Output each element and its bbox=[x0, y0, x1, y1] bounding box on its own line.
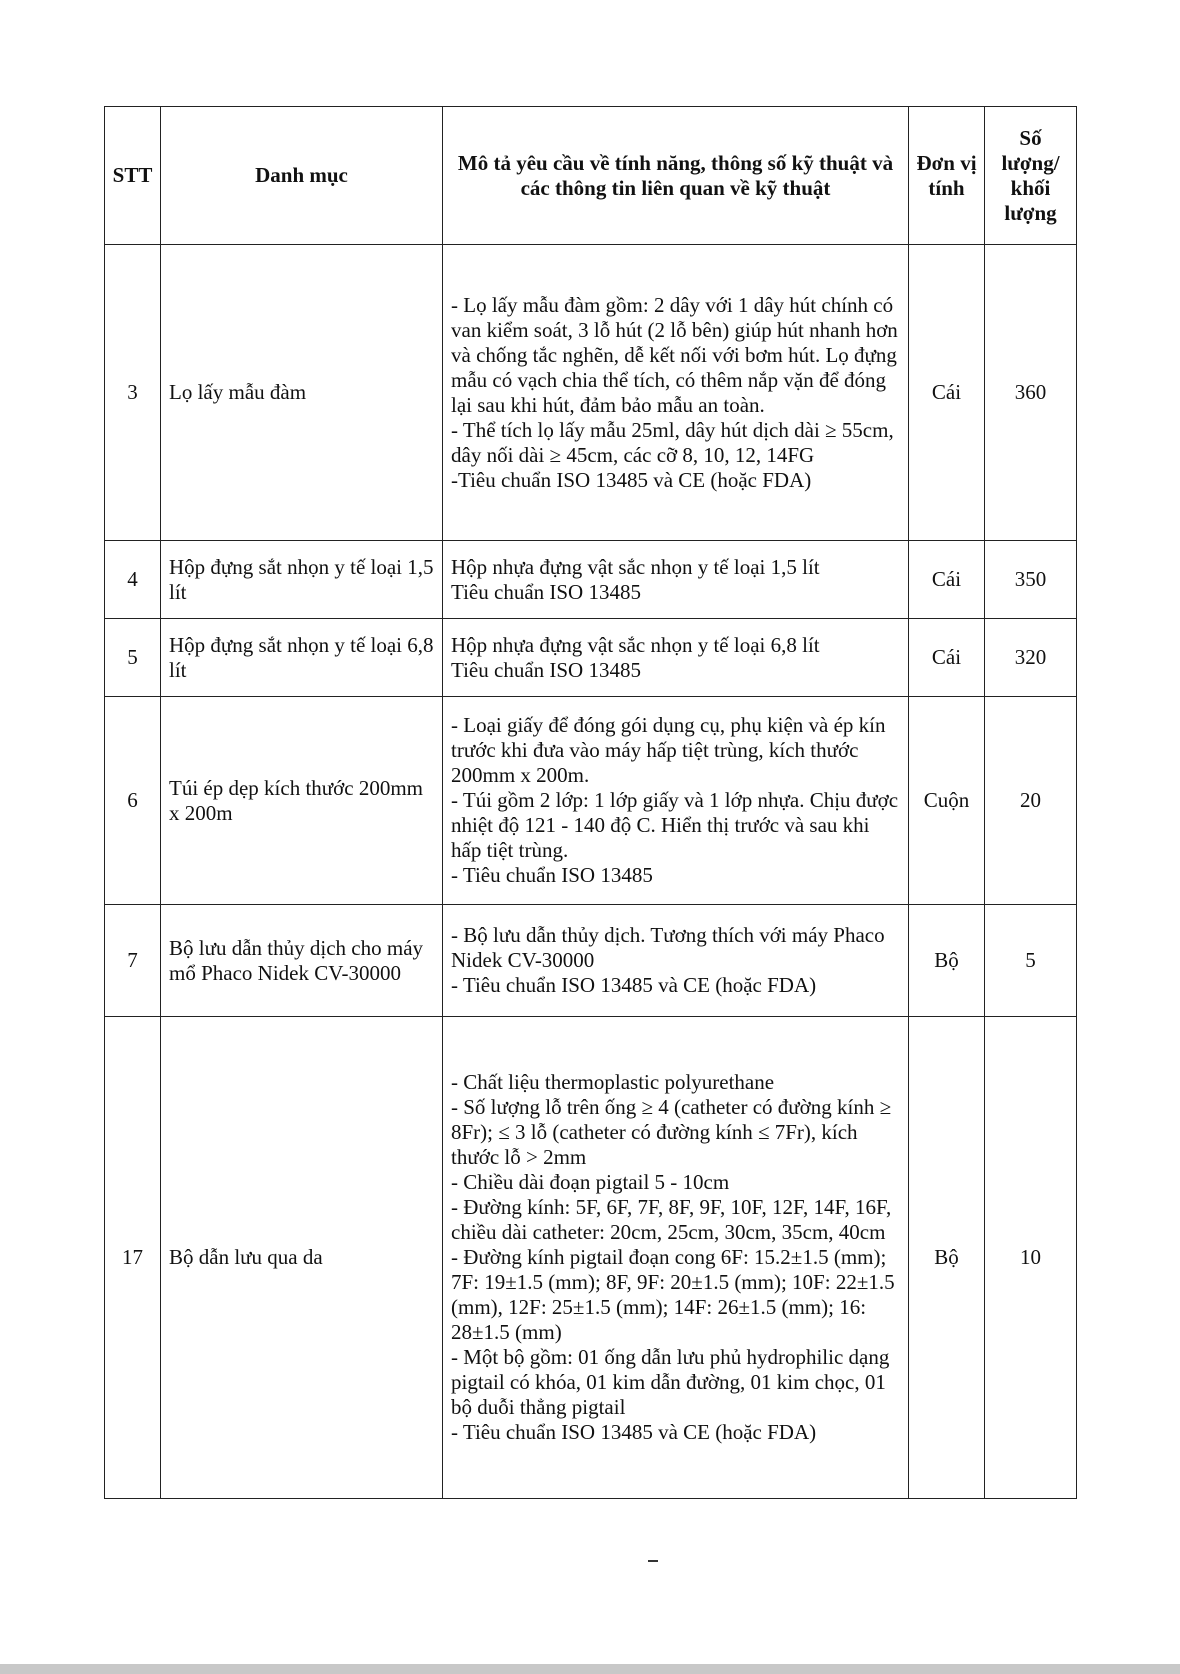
description-line: - Chiều dài đoạn pigtail 5 - 10cm bbox=[451, 1170, 730, 1194]
row-quantity: 10 bbox=[985, 1017, 1077, 1499]
description-line: - Số lượng lỗ trên ống ≥ 4 (catheter có đường kính ≥ 8Fr); ≤ 3 lỗ (catheter có đường kính ≤ 7Fr), kích thước lỗ > 2mm bbox=[451, 1095, 892, 1169]
row-name: Hộp đựng sắt nhọn y tế loại 1,5 lít bbox=[161, 541, 443, 619]
row-name: Hộp đựng sắt nhọn y tế loại 6,8 lít bbox=[161, 619, 443, 697]
page-mark bbox=[648, 1560, 658, 1562]
row-description bbox=[443, 619, 909, 697]
row-unit: Bộ bbox=[909, 1017, 985, 1499]
description-line: Hộp nhựa đựng vật sắc nhọn y tế loại 1,5 lít bbox=[451, 554, 820, 579]
description-line: - Chất liệu thermoplastic polyurethane bbox=[451, 1070, 775, 1094]
row-unit: Cái bbox=[909, 245, 985, 541]
description-line: - Tiêu chuẩn ISO 13485 bbox=[451, 863, 653, 887]
row-stt: 3 bbox=[105, 245, 161, 541]
description-line: - Tiêu chuẩn ISO 13485 và CE (hoặc FDA) bbox=[451, 973, 817, 997]
row-stt: 6 bbox=[105, 697, 161, 905]
table-row bbox=[105, 1017, 1077, 1499]
row-quantity: 5 bbox=[985, 905, 1077, 1017]
row-name: Lọ lấy mẫu đàm bbox=[161, 245, 443, 541]
row-quantity: 360 bbox=[985, 245, 1077, 541]
table-row bbox=[105, 697, 1077, 905]
description-line: Hộp nhựa đựng vật sắc nhọn y tế loại 6,8 lít bbox=[451, 632, 820, 657]
description-line: - Lọ lấy mẫu đàm gồm: 2 dây với 1 dây hút chính có van kiểm soát, 3 lỗ hút (2 lỗ bên) giúp hút nhanh hơn và chống tắc nghẽn, dễ kết nối với bơm hút. Lọ đựng mẫu có vạch chia thể tích, có thêm nắp vặn để đóng lại sau khi hút, đảm bảo mẫu an toàn. bbox=[451, 292, 898, 417]
row-name: Bộ dẫn lưu qua da bbox=[161, 1017, 443, 1499]
description-line: - Bộ lưu dẫn thủy dịch. Tương thích với máy Phaco Nidek CV-30000 bbox=[451, 923, 885, 972]
description-line: Tiêu chuẩn ISO 13485 bbox=[451, 657, 641, 682]
header-row bbox=[105, 107, 1077, 245]
description-line: - Đường kính: 5F, 6F, 7F, 8F, 9F, 10F, 12F, 14F, 16F, chiều dài catheter: 20cm, 25cm, 30cm, 35cm, 40cm bbox=[451, 1195, 892, 1244]
description-line: - Một bộ gồm: 01 ống dẫn lưu phủ hydrophilic dạng pigtail có khóa, 01 kim dẫn đường, 01 kim chọc, 01 bộ duỗi thẳng pigtail bbox=[451, 1345, 890, 1419]
row-name: Túi ép dẹp kích thước 200mm x 200m bbox=[161, 697, 443, 905]
row-unit: Bộ bbox=[909, 905, 985, 1017]
row-description bbox=[443, 697, 909, 905]
row-description bbox=[443, 541, 909, 619]
row-stt: 5 bbox=[105, 619, 161, 697]
description-line: - Tiêu chuẩn ISO 13485 và CE (hoặc FDA) bbox=[451, 1420, 817, 1444]
description-line: - Đường kính pigtail đoạn cong 6F: 15.2±1.5 (mm); 7F: 19±1.5 (mm); 8F, 9F: 20±1.5 (mm); 10F: 22±1.5 (mm), 12F: 25±1.5 (mm); 14F: 26±1.5 (mm); 16: 28±1.5 (mm) bbox=[451, 1245, 895, 1344]
description-line: - Loại giấy để đóng gói dụng cụ, phụ kiện và ép kín trước khi đưa vào máy hấp tiệt trùng, kích thước 200mm x 200m. bbox=[451, 713, 886, 787]
row-name: Bộ lưu dẫn thủy dịch cho máy mổ Phaco Nidek CV-30000 bbox=[161, 905, 443, 1017]
row-description bbox=[443, 1017, 909, 1499]
description-line: -Tiêu chuẩn ISO 13485 và CE (hoặc FDA) bbox=[451, 467, 812, 492]
row-unit: Cái bbox=[909, 619, 985, 697]
row-quantity: 350 bbox=[985, 541, 1077, 619]
table-row bbox=[105, 541, 1077, 619]
description-line: - Thể tích lọ lấy mẫu 25ml, dây hút dịch dài ≥ 55cm, dây nối dài ≥ 45cm, các cỡ 8, 10, 12, 14FG bbox=[451, 417, 894, 467]
header-description: Mô tả yêu cầu về tính năng, thông số kỹ thuật và các thông tin liên quan về kỹ thuật bbox=[443, 107, 909, 245]
specification-table bbox=[104, 106, 1077, 1499]
row-unit: Cuộn bbox=[909, 697, 985, 905]
header-name: Danh mục bbox=[161, 107, 443, 245]
row-stt: 4 bbox=[105, 541, 161, 619]
row-unit: Cái bbox=[909, 541, 985, 619]
row-quantity: 20 bbox=[985, 697, 1077, 905]
row-description bbox=[443, 905, 909, 1017]
header-stt: STT bbox=[105, 107, 161, 245]
row-stt: 17 bbox=[105, 1017, 161, 1499]
header-unit: Đơn vị tính bbox=[909, 107, 985, 245]
row-quantity: 320 bbox=[985, 619, 1077, 697]
header-quantity: Số lượng/ khối lượng bbox=[985, 107, 1077, 245]
scan-bottom-edge bbox=[0, 1664, 1180, 1674]
table-row bbox=[105, 619, 1077, 697]
table-row bbox=[105, 905, 1077, 1017]
row-description bbox=[443, 245, 909, 541]
description-line: Tiêu chuẩn ISO 13485 bbox=[451, 579, 641, 604]
description-line: - Túi gồm 2 lớp: 1 lớp giấy và 1 lớp nhựa. Chịu được nhiệt độ 121 - 140 độ C. Hiển thị trước và sau khi hấp tiệt trùng. bbox=[451, 788, 899, 862]
row-stt: 7 bbox=[105, 905, 161, 1017]
table-row bbox=[105, 245, 1077, 541]
